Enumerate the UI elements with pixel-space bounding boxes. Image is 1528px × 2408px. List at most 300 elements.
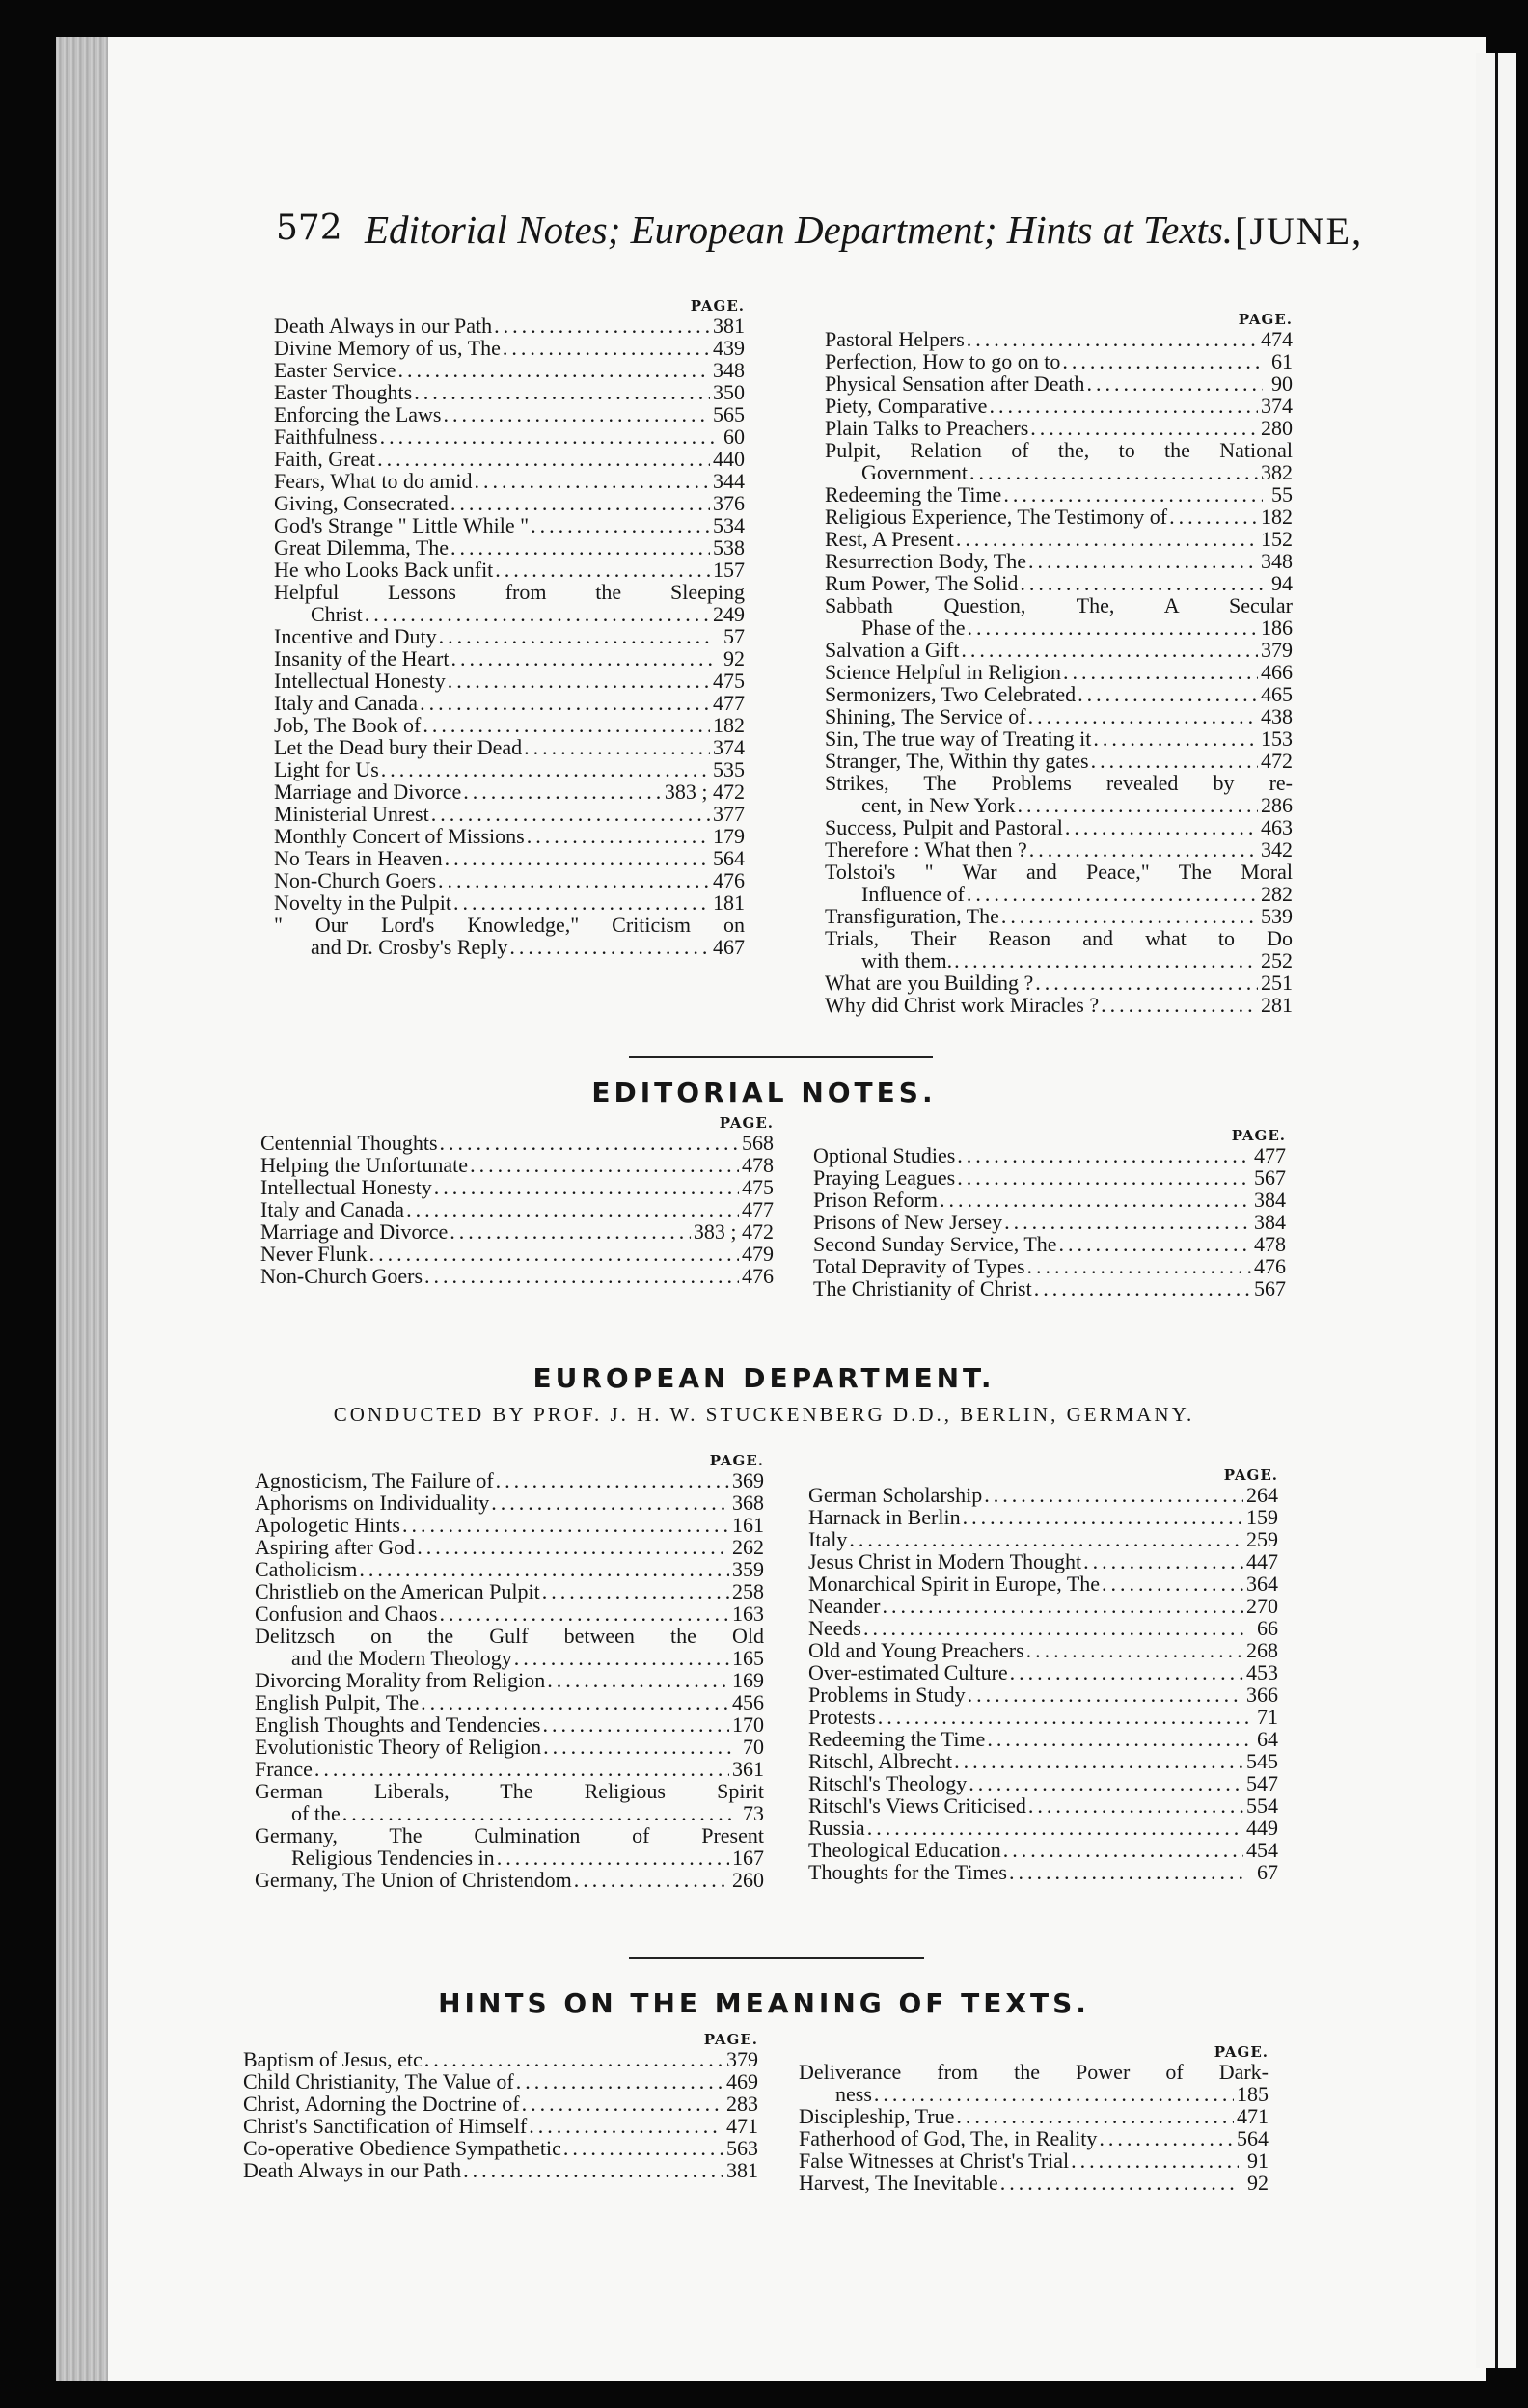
entry-title: Baptism of Jesus, etc — [243, 2047, 423, 2071]
hints-right-column — [799, 2043, 1269, 2194]
entry-title: Ministerial Unrest — [274, 802, 429, 826]
entry-page-number: 70 — [743, 1735, 764, 1759]
entry-title: Confusion and Chaos — [255, 1601, 438, 1626]
dot-leader — [1086, 372, 1263, 395]
entry-title: Divine Memory of us, The — [274, 336, 501, 360]
entry-continuation-line — [825, 949, 1293, 971]
index-entry — [243, 2137, 758, 2159]
dot-leader — [503, 337, 710, 359]
index-entry — [799, 2172, 1269, 2194]
entry-page-number: 252 — [1261, 948, 1293, 972]
entry-page-number: 64 — [1257, 1727, 1278, 1751]
entry-page-number: 165 — [732, 1646, 764, 1670]
entry-page-number: 479 — [742, 1242, 774, 1266]
entry-page-number: 567 — [1254, 1276, 1286, 1300]
entry-page-number: 545 — [1246, 1749, 1278, 1773]
entry-page-number: 564 — [713, 846, 745, 870]
dot-leader — [381, 758, 710, 780]
entry-page-number: 251 — [1261, 971, 1293, 995]
index-entry — [255, 1469, 764, 1491]
dot-leader — [450, 492, 710, 514]
index-entry — [808, 1683, 1278, 1706]
entry-title: Incentive and Duty — [274, 624, 437, 648]
entry-title: Pastoral Helpers — [825, 327, 965, 351]
dot-leader — [402, 1514, 729, 1536]
dot-leader — [940, 1189, 1251, 1211]
entry-continuation-line — [825, 794, 1293, 816]
entry-page-number: 369 — [732, 1468, 764, 1492]
dot-leader — [494, 315, 710, 337]
entry-page-number: 66 — [1257, 1616, 1278, 1640]
dot-leader — [463, 2159, 723, 2181]
entry-title: Italy — [808, 1527, 848, 1551]
entry-title: Rest, A Present — [825, 527, 954, 551]
entry-page-number: 475 — [742, 1175, 774, 1199]
entry-page-number: 186 — [1261, 616, 1293, 640]
entry-continuation-line — [274, 936, 745, 958]
dot-leader — [967, 883, 1258, 905]
running-month: [JUNE, — [1235, 209, 1364, 253]
entry-page-number: 379 — [726, 2047, 758, 2071]
dot-leader — [450, 536, 710, 559]
entry-title: Christlieb on the American Pulpit — [255, 1579, 540, 1603]
entry-title: He who Looks Back unfit — [274, 558, 494, 582]
dot-leader — [516, 2070, 723, 2093]
entry-page-number: 182 — [713, 713, 745, 737]
dot-leader — [1010, 1661, 1243, 1683]
entry-page-number: 438 — [1261, 704, 1293, 728]
entry-title: Religious Experience, The Testimony of — [825, 505, 1168, 529]
dot-leader — [359, 1558, 729, 1580]
entry-page-number: 469 — [726, 2069, 758, 2093]
entry-continuation-line — [255, 1847, 764, 1869]
entry-title: Monarchical Spirit in Europe, The — [808, 1572, 1101, 1596]
entry-page-number: 264 — [1246, 1483, 1278, 1507]
dot-leader — [444, 403, 711, 425]
entry-page-number: 153 — [1261, 726, 1293, 751]
entry-page-number: 477 — [713, 691, 745, 715]
section-divider — [629, 1957, 924, 1959]
entry-title: Let the Dead bury their Dead — [274, 735, 523, 759]
entry-title: Redeeming the Time — [825, 482, 1002, 506]
entry-title: Sermonizers, Two Celebrated — [825, 682, 1077, 706]
entry-title: Over-estimated Culture — [808, 1660, 1008, 1684]
entry-page-number: 342 — [1261, 837, 1293, 862]
dot-leader — [969, 461, 1258, 483]
dot-leader — [453, 891, 710, 914]
dot-leader — [1029, 838, 1258, 861]
dot-leader — [957, 1166, 1251, 1189]
page-column-label: PAGE. — [1238, 311, 1293, 328]
entry-page-number: 381 — [713, 314, 745, 338]
dot-leader — [463, 780, 662, 803]
dot-leader — [1065, 816, 1258, 838]
index-entry — [274, 780, 745, 803]
entry-title: Germany, The Culmination of Present — [255, 1823, 764, 1847]
entry-title: Christ, Adorning the Doctrine of — [243, 2092, 520, 2116]
entry-page-number: 185 — [1237, 2082, 1269, 2106]
entry-title-continued: Phase of the — [861, 616, 966, 640]
dot-leader — [439, 1602, 729, 1625]
index-entry — [808, 1550, 1278, 1573]
index-entry — [260, 1154, 774, 1176]
entry-title: Giving, Consecrated — [274, 491, 449, 515]
index-entry — [808, 1817, 1278, 1839]
section-divider — [629, 1056, 933, 1058]
entry-title: Prisons of New Jersey — [813, 1210, 1003, 1234]
entry-continuation-line — [825, 616, 1293, 639]
hints-left-column — [243, 2031, 758, 2181]
entry-page-number: 348 — [713, 358, 745, 382]
dot-leader — [524, 736, 710, 758]
dot-leader — [1026, 1639, 1243, 1661]
index-entry — [260, 1198, 774, 1220]
entry-page-number: 478 — [1254, 1232, 1286, 1256]
dot-leader — [450, 647, 715, 670]
index-entry — [825, 861, 1293, 905]
index-entry — [274, 315, 745, 337]
index-entry — [808, 1617, 1278, 1639]
entry-title: Stranger, The, Within thy gates — [825, 749, 1089, 773]
entry-title-continued: and the Modern Theology — [291, 1646, 512, 1670]
entry-title: Physical Sensation after Death — [825, 371, 1085, 396]
index-entry — [274, 403, 745, 425]
entry-title: Aphorisms on Individuality — [255, 1491, 490, 1515]
index-entry — [813, 1144, 1286, 1166]
entry-continuation-line — [255, 1647, 764, 1669]
entry-page-number: 170 — [732, 1712, 764, 1737]
entry-title: Protests — [808, 1705, 876, 1729]
entry-title: Problems in Study — [808, 1683, 966, 1707]
entry-page-number: 159 — [1246, 1505, 1278, 1529]
dot-leader — [1059, 1233, 1251, 1255]
entry-title: English Thoughts and Tendencies — [255, 1712, 541, 1737]
index-entry — [825, 328, 1293, 350]
entry-title: Redeeming the Time — [808, 1727, 986, 1751]
entry-page-number: 57 — [723, 624, 745, 648]
entry-page-number: 268 — [1246, 1638, 1278, 1662]
index-entry — [813, 1211, 1286, 1233]
entry-continuation-line — [825, 883, 1293, 905]
entry-title: " Our Lord's Knowledge," Criticism on — [274, 913, 745, 937]
index-entry — [255, 1669, 764, 1691]
dot-leader — [883, 1595, 1243, 1617]
entry-title: Perfection, How to go on to — [825, 349, 1061, 373]
dot-leader — [1004, 1211, 1251, 1233]
hints-list — [243, 2048, 758, 2181]
index-entry — [808, 1772, 1278, 1794]
dot-leader — [1000, 2172, 1239, 2194]
page-column-label: PAGE. — [1223, 1466, 1278, 1484]
dot-leader — [1078, 683, 1258, 705]
entry-title: Enforcing the Laws — [274, 402, 442, 426]
index-entry — [825, 372, 1293, 395]
index-entry — [255, 1713, 764, 1736]
entry-page-number: 60 — [723, 424, 745, 449]
entry-page-number: 476 — [713, 868, 745, 892]
dot-leader — [470, 1154, 739, 1176]
entry-title: Co-operative Obedience Sympathetic — [243, 2136, 561, 2160]
index-entry — [825, 417, 1293, 439]
entry-title: Neander — [808, 1594, 881, 1618]
entry-title: Total Depravity of Types — [813, 1254, 1025, 1278]
entry-title: Plain Talks to Preachers — [825, 416, 1029, 440]
entry-page-number: 564 — [1237, 2126, 1269, 2150]
dot-leader — [957, 1144, 1251, 1166]
index-entry — [808, 1506, 1278, 1528]
editorial-list — [813, 1144, 1286, 1300]
entry-title: Child Christianity, The Value of — [243, 2069, 514, 2093]
entry-page-number: 478 — [742, 1153, 774, 1177]
index-entry — [825, 971, 1293, 994]
dot-leader — [849, 1528, 1243, 1550]
entry-title: Ritschl's Views Criticised — [808, 1793, 1026, 1818]
index-list — [825, 328, 1293, 1016]
dot-leader — [496, 1469, 729, 1491]
entry-title: Never Flunk — [260, 1242, 368, 1266]
entry-title-continued: and Dr. Crosby's Reply — [311, 935, 508, 959]
entry-title: Great Dilemma, The — [274, 535, 450, 560]
entry-title: Prison Reform — [813, 1188, 938, 1212]
entry-title-continued: of the — [291, 1801, 341, 1825]
entry-page-number: 286 — [1261, 793, 1293, 817]
dot-leader — [1028, 550, 1258, 572]
index-entry — [808, 1661, 1278, 1683]
european-department-subtitle: CONDUCTED BY PROF. J. H. W. STUCKENBERG D.D., BERLIN, GERMANY. — [333, 1403, 1195, 1426]
entry-title: False Witnesses at Christ's Trial — [799, 2148, 1070, 2173]
entry-title: Intellectual Honesty — [274, 669, 446, 693]
index-entry — [255, 1558, 764, 1580]
dot-leader — [1034, 1277, 1251, 1300]
european-list — [808, 1484, 1278, 1883]
european-right-column — [808, 1466, 1278, 1883]
index-entry — [274, 425, 745, 448]
index-entry — [825, 506, 1293, 528]
entry-title: Novelty in the Pulpit — [274, 890, 451, 915]
dot-leader — [1028, 705, 1258, 727]
entry-title: German Liberals, The Religious Spirit — [255, 1779, 764, 1803]
index-entry — [825, 661, 1293, 683]
dot-leader — [563, 2137, 723, 2159]
entry-title: Germany, The Union of Christendom — [255, 1868, 572, 1892]
dot-leader — [421, 1691, 729, 1713]
entry-page-number: 364 — [1246, 1572, 1278, 1596]
entry-title: Rum Power, The Solid — [825, 571, 1019, 595]
entry-title: Shining, The Service of — [825, 704, 1026, 728]
entry-page-number: 67 — [1257, 1860, 1278, 1884]
index-entry — [274, 914, 745, 958]
entry-title: Harnack in Berlin — [808, 1505, 961, 1529]
entry-title: Death Always in our Path — [243, 2158, 462, 2182]
entry-title: The Christianity of Christ — [813, 1276, 1032, 1300]
entry-title: Aspiring after God — [255, 1535, 416, 1559]
entry-page-number: 563 — [726, 2136, 758, 2160]
dot-leader — [1099, 2127, 1234, 2149]
entry-title: Fears, What to do amid — [274, 469, 473, 493]
index-entry — [255, 1758, 764, 1780]
entry-page-number: 534 — [713, 513, 745, 537]
entry-page-number: 381 — [726, 2158, 758, 2182]
entry-page-number: 377 — [713, 802, 745, 826]
hints-heading: HINTS ON THE MEANING OF TEXTS. — [438, 1987, 1090, 2019]
entry-title-continued: Government — [861, 460, 968, 484]
entry-title: Death Always in our Path — [274, 314, 493, 338]
dot-leader — [439, 625, 715, 647]
entry-page-number: 474 — [1261, 327, 1293, 351]
index-entry — [243, 2048, 758, 2070]
entry-title: Non-Church Goers — [274, 868, 437, 892]
index-entry — [255, 1514, 764, 1536]
index-entry — [260, 1176, 774, 1198]
index-entry — [808, 1528, 1278, 1550]
entry-title: Pulpit, Relation of the, to the National — [825, 438, 1293, 462]
entry-page-number: 282 — [1261, 882, 1293, 906]
index-entry — [274, 559, 745, 581]
entry-title-continued: ness — [835, 2082, 872, 2106]
index-entry — [274, 714, 745, 736]
dot-leader — [542, 1580, 729, 1602]
dot-leader — [1091, 750, 1258, 772]
entry-title: Resurrection Body, The — [825, 549, 1026, 573]
entry-page-number: 547 — [1246, 1771, 1278, 1795]
index-entry — [274, 647, 745, 670]
page-column-label: PAGE. — [1214, 2043, 1269, 2061]
dot-leader — [954, 949, 1258, 971]
entry-title: Fatherhood of God, The, in Reality — [799, 2126, 1098, 2150]
index-entry — [825, 772, 1293, 816]
index-entry — [255, 1869, 764, 1891]
entry-title-continued: with them. — [861, 948, 953, 972]
entry-title: Divorcing Morality from Religion — [255, 1668, 546, 1692]
entry-page-number: 157 — [713, 558, 745, 582]
index-entry — [274, 891, 745, 914]
dot-leader — [954, 1750, 1243, 1772]
index-entry — [799, 2149, 1269, 2172]
entry-title: Thoughts for the Times — [808, 1860, 1007, 1884]
running-header — [276, 205, 1364, 255]
entry-title: Light for Us — [274, 757, 379, 781]
index-entry — [825, 594, 1293, 639]
entry-page-number: 456 — [732, 1690, 764, 1714]
entry-title: Marriage and Divorce — [274, 780, 462, 804]
entry-page-number: 535 — [713, 757, 745, 781]
entry-page-number: 350 — [713, 380, 745, 404]
entry-page-number: 466 — [1261, 660, 1293, 684]
entry-page-number: 383 ; 472 — [664, 780, 745, 804]
index-entry — [808, 1484, 1278, 1506]
entry-page-number: 565 — [713, 402, 745, 426]
entry-title: Tolstoi's " War and Peace," The Moral — [825, 860, 1293, 884]
dot-leader — [406, 1198, 739, 1220]
editorial-left-column — [260, 1114, 774, 1287]
entry-page-number: 568 — [742, 1131, 774, 1155]
index-entry — [813, 1166, 1286, 1189]
entry-page-number: 249 — [713, 602, 745, 626]
index-entry — [825, 439, 1293, 483]
entry-title: German Scholarship — [808, 1483, 983, 1507]
entry-title: Evolutionistic Theory of Religion — [255, 1735, 542, 1759]
index-entry — [274, 803, 745, 825]
entry-title: Insanity of the Heart — [274, 646, 450, 670]
index-entry — [825, 550, 1293, 572]
entry-title: Job, The Book of — [274, 713, 422, 737]
entry-title: Intellectual Honesty — [260, 1175, 432, 1199]
index-list — [274, 315, 745, 958]
entry-title: Praying Leagues — [813, 1165, 956, 1190]
entry-title: Italy and Canada — [260, 1197, 405, 1221]
entry-continuation-line — [255, 1802, 764, 1824]
entry-title: Why did Christ work Miracles ? — [825, 993, 1100, 1017]
entry-title: Agnosticism, The Failure of — [255, 1468, 494, 1492]
dot-leader — [956, 528, 1258, 550]
dot-leader — [956, 2105, 1234, 2127]
entry-title: Science Helpful in Religion — [825, 660, 1061, 684]
entry-title: Old and Young Preachers — [808, 1638, 1024, 1662]
index-entry — [799, 2105, 1269, 2127]
entry-title: Harvest, The Inevitable — [799, 2171, 998, 2195]
entry-page-number: 449 — [1246, 1816, 1278, 1840]
entry-title: Trials, Their Reason and what to Do — [825, 926, 1293, 950]
entry-page-number: 376 — [713, 491, 745, 515]
entry-page-number: 384 — [1254, 1210, 1286, 1234]
entry-page-number: 447 — [1246, 1549, 1278, 1573]
entry-title: Non-Church Goers — [260, 1264, 423, 1288]
european-department-heading: EUROPEAN DEPARTMENT. — [532, 1362, 996, 1394]
index-entry — [255, 1780, 764, 1824]
dot-leader — [440, 1132, 739, 1154]
entry-page-number: 55 — [1271, 482, 1293, 506]
entry-title: Deliverance from the Power of Dark- — [799, 2060, 1269, 2084]
entry-page-number: 539 — [1261, 904, 1293, 928]
index-entry — [260, 1132, 774, 1154]
dot-leader — [1028, 1794, 1243, 1817]
dot-leader — [1001, 905, 1258, 927]
entry-title: Ritschl, Albrecht — [808, 1749, 953, 1773]
entry-page-number: 463 — [1261, 815, 1293, 839]
entry-page-number: 90 — [1271, 371, 1293, 396]
entry-page-number: 465 — [1261, 682, 1293, 706]
entry-title: Faith, Great — [274, 447, 376, 471]
dot-leader — [380, 425, 715, 448]
dot-leader — [963, 1506, 1243, 1528]
dot-leader — [1102, 1573, 1243, 1595]
index-entry — [825, 994, 1293, 1016]
index-left-column — [274, 297, 745, 958]
dot-leader — [1169, 506, 1258, 528]
index-entry — [255, 1824, 764, 1869]
dot-leader — [1020, 572, 1263, 594]
entry-page-number: 471 — [726, 2114, 758, 2138]
entry-page-number: 374 — [713, 735, 745, 759]
index-entry — [274, 847, 745, 869]
entry-title: Success, Pulpit and Pastoral — [825, 815, 1063, 839]
index-entry — [274, 625, 745, 647]
entry-title: Christ's Sanctification of Himself — [243, 2114, 528, 2138]
entry-title: Strikes, The Problems revealed by re- — [825, 771, 1293, 795]
dot-leader — [543, 1736, 734, 1758]
dot-leader — [967, 328, 1258, 350]
entry-title: Helpful Lessons from the Sleeping — [274, 580, 745, 604]
entry-page-number: 92 — [723, 646, 745, 670]
entry-title: Optional Studies — [813, 1143, 956, 1167]
dot-leader — [1063, 661, 1258, 683]
entry-title: Salvation a Gift — [825, 638, 960, 662]
entry-title: Needs — [808, 1616, 861, 1640]
entry-page-number: 92 — [1247, 2171, 1269, 2195]
index-entry — [813, 1255, 1286, 1277]
index-entry — [808, 1573, 1278, 1595]
dot-leader — [514, 1647, 729, 1669]
